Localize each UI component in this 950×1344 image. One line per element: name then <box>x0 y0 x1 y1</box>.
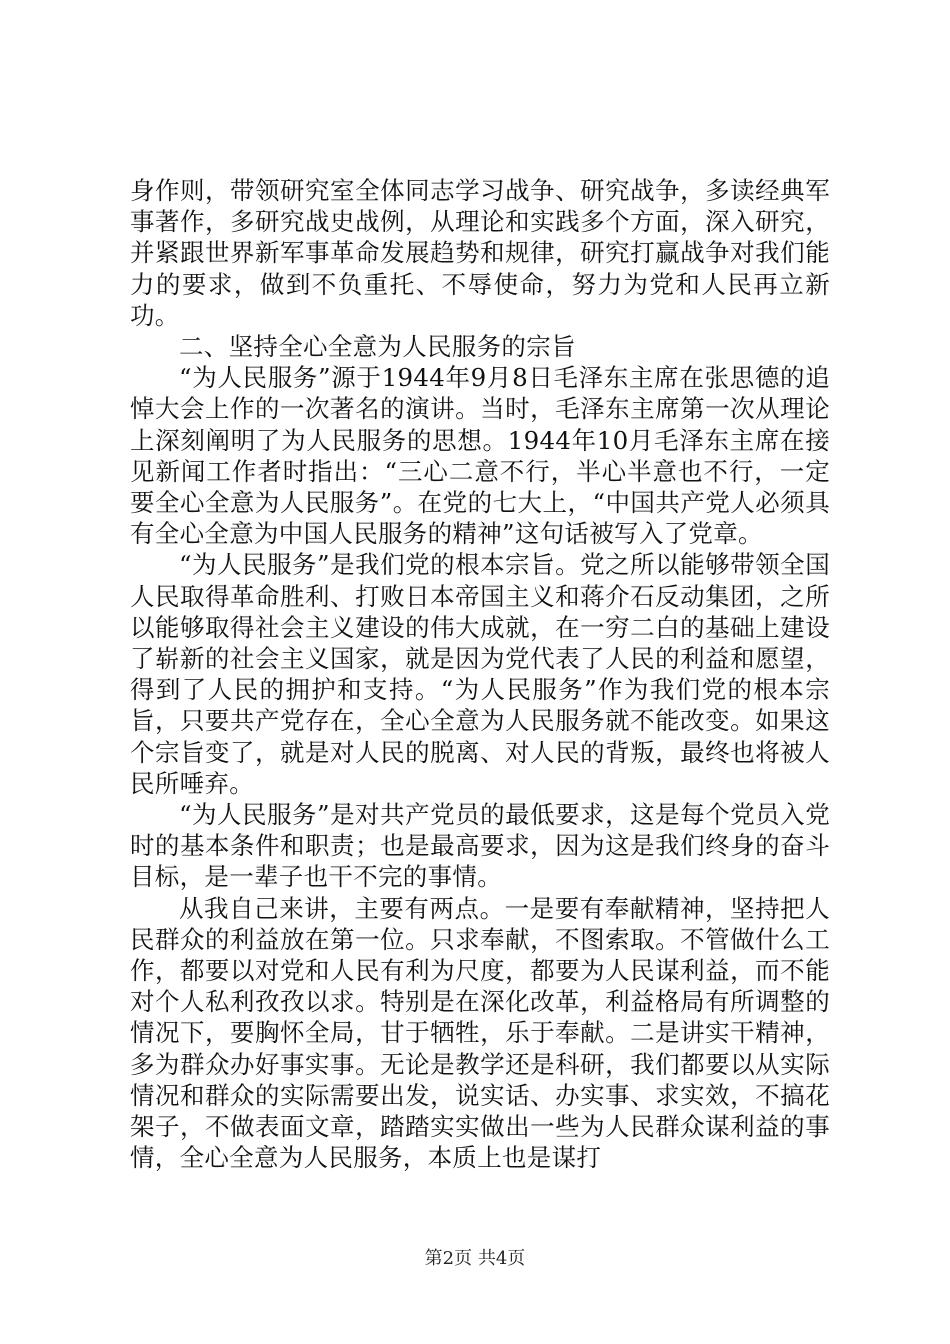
paragraph-1: 身作则，带领研究室全体同志学习战争、研究战争，多读经典军事著作，多研究战史战例，从理论和实践多个方面，深入研究，并紧跟世界新军事革命发展趋势和规律，研究打赢战争对我们能力的要求，做到不负重托、不辱使命，努力为党和人民再立新功。 <box>130 176 830 330</box>
paragraph-3: “为人民服务”源于1944年9月8日毛泽东主席在张思德的追悼大会上作的一次著名的演讲。当时，毛泽东主席第一次从理论上深刻阐明了为人民服务的思想。1944年10月毛泽东主席在接见新闻工作者时指出：“三心二意不行，半心半意也不行，一定要全心全意为人民服务”。在党的七大上，“中国共产党人必须具有全心全意为中国人民服务的精神”这句话被写入了党章。 <box>130 363 830 549</box>
paragraph-5: “为人民服务”是对共产党员的最低要求，这是每个党员入党时的基本条件和职责；也是最高要求，因为这是我们终身的奋斗目标，是一辈子也干不完的事情。 <box>130 800 830 892</box>
paragraph-4: “为人民服务”是我们党的根本宗旨。党之所以能够带领全国人民取得革命胜利、打败日本帝国主义和蒋介石反动集团，之所以能够取得社会主义建设的伟大成就，在一穷二白的基础上建设了崭新的社会主义国家，就是因为党代表了人民的利益和愿望，得到了人民的拥护和支持。“为人民服务”作为我们党的根本宗旨，只要共产党存在，全心全意为人民服务就不能改变。如果这个宗旨变了，就是对人民的脱离、对人民的背叛，最终也将被人民所唾弃。 <box>130 550 830 798</box>
page-footer: 第2页 共4页 <box>424 1248 526 1269</box>
section-heading: 二、坚持全心全意为人民服务的宗旨 <box>179 332 576 362</box>
paragraph-6: 从我自己来讲，主要有两点。一是要有奉献精神，坚持把人民群众的利益放在第一位。只求奉献，不图索取。不管做什么工作，都要以对党和人民有利为尺度，都要为人民谋利益，而不能对个人私利孜孜以求。特别是在深化改革，利益格局有所调整的情况下，要胸怀全局，甘于牺牲，乐于奉献。二是讲实干精神，多为群众办好事实事。无论是教学还是科研，我们都要以从实际情况和群众的实际需要出发，说实话、办实事、求实效，不搞花架子，不做表面文章，踏踏实实做出一些为人民群众谋利益的事情，全心全意为人民服务，本质上也是谋打 <box>130 893 830 1173</box>
body-text <box>130 175 830 1174</box>
